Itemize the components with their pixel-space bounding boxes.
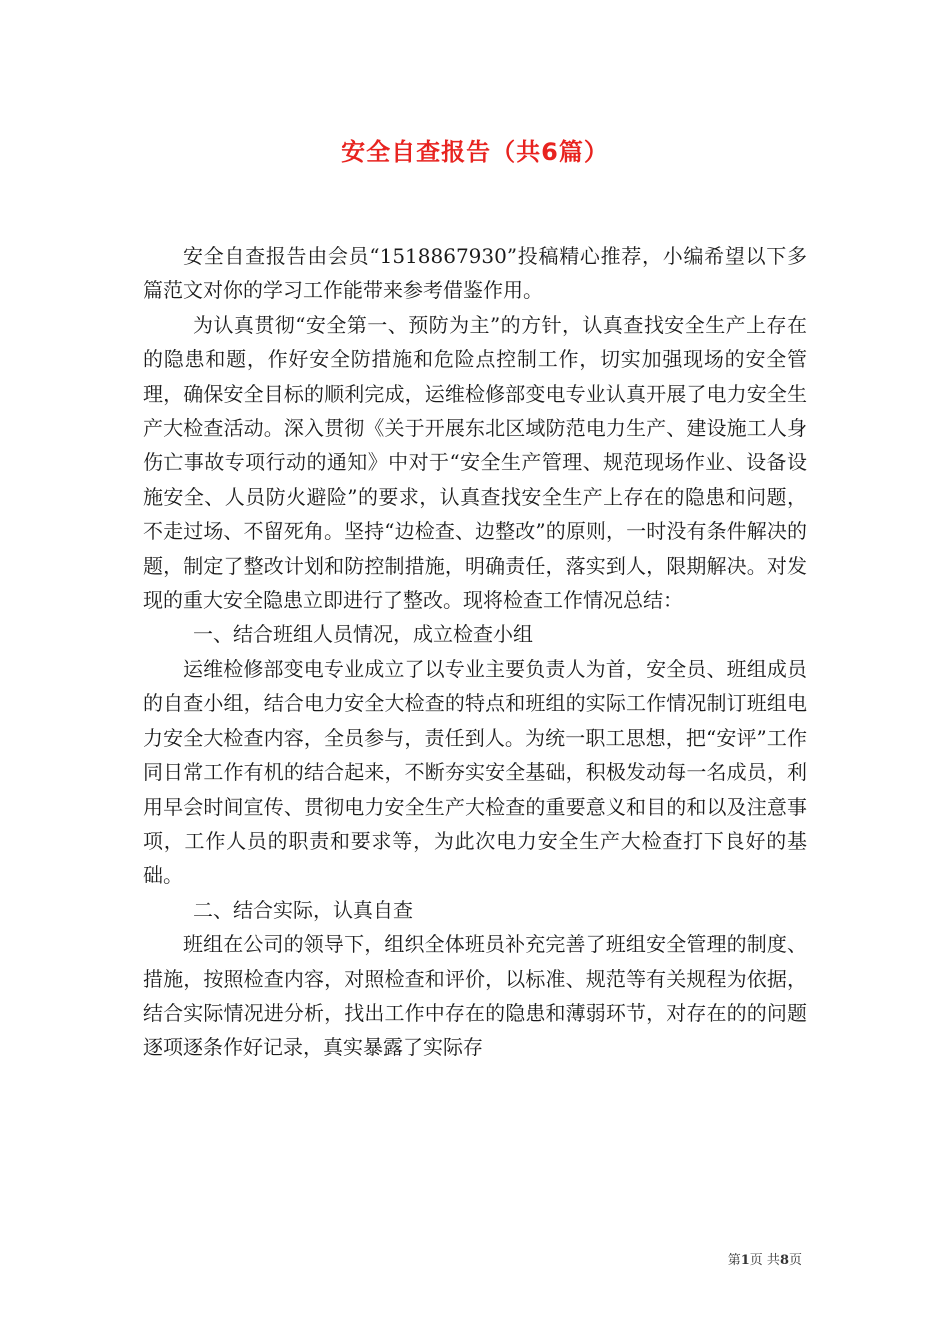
section-heading: 二、结合实际，认真自查 [193,897,413,922]
body-paragraph: 班组在公司的领导下，组织全体班员补充完善了班组安全管理的制度、措施，按照检查内容，对照检查和评价，以标准、规范等有关规程为依据，结合实际情况进分析，找出工作中存在的隐患和薄弱环节，对存在的的问题逐项逐条作好记录，真实暴露了实际存 [143,932,807,1060]
body-paragraph: 为认真贯彻“安全第一、预防为主”的方针，认真查找安全生产上存在的隐患和题，作好安全防措施和危险点控制工作，切实加强现场的安全管理，确保安全目标的顺利完成，运维检修部变电专业认真开展了电力安全生产大检查活动。深入贯彻《关于开展东北区域防范电力生产、建设施工人身伤亡事故专项行动的通知》中对于“安全生产管理、规范现场作业、设备设施安全、人员防火避险”的要求，认真查找安全生产上存在的隐患和问题，不走过场、不留死角。坚持“边检查、边整改”的原则，一时没有条件解决的题，制定了整改计划和防控制措施，明确责任，落实到人，限期解决。对发现的重大安全隐患立即进行了整改。现将检查工作情况总结： [143,312,807,613]
document-title: 安全自查报告（共6篇） [341,138,609,166]
footer-suffix: 页 [788,1253,802,1268]
body-paragraph: 运维检修部变电专业成立了以专业主要负责人为首，安全员、班组成员的自查小组，结合电力安全大检查的特点和班组的实际工作情况制订班组电力安全大检查内容，全员参与，责任到人。为统一职工思想，把“安评”工作同日常工作有机的结合起来，不断夯实安全基础，积极发动每一名成员，利用早会时间宣传、贯彻电力安全生产大检查的重要意义和目的和以及注意事项，工作人员的职责和要求等，为此次电力安全生产大检查打下良好的基础。 [143,656,807,888]
current-page-number: 1 [740,1253,750,1268]
footer-prefix: 第 [727,1253,741,1268]
section-heading: 一、结合班组人员情况，成立检查小组 [193,622,533,647]
footer-middle: 页 共 [749,1253,780,1268]
page-footer [728,1249,802,1268]
document-body [143,239,807,1065]
intro-paragraph: 安全自查报告由会员“1518867930”投稿精心推荐，小编希望以下多篇范文对你的学习工作能带来参考借鉴作用。 [143,244,807,303]
total-page-number: 8 [779,1253,789,1268]
